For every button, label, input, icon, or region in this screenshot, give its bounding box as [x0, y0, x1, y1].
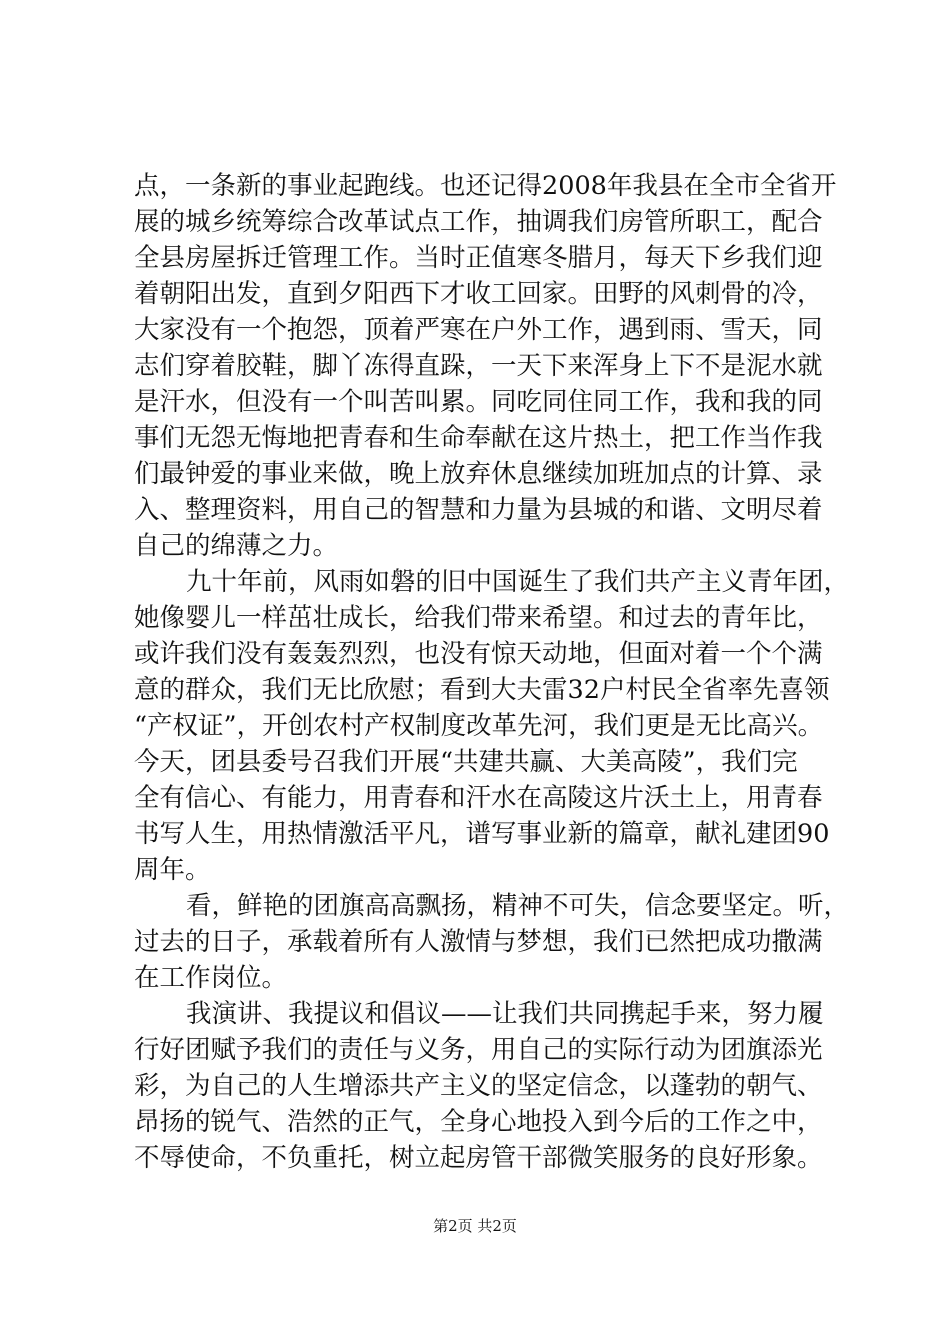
text-line: 全有信心、有能力，用青春和汗水在高陵这片沃土上，用青春: [134, 783, 823, 813]
text-line: 行好团赋予我们的责任与义务，用自己的实际行动为团旗添光: [134, 1035, 823, 1065]
text-line: 入、整理资料，用自己的智慧和力量为县城的和谐、文明尽着: [134, 495, 823, 525]
text-line: 不辱使命，不负重托，树立起房管干部微笑服务的良好形象。: [134, 1143, 823, 1173]
text-line: 自己的绵薄之力。: [134, 531, 339, 561]
text-line: “产权证”，开创农村产权制度改革先河，我们更是无比高兴。: [134, 711, 824, 741]
text-line: 过去的日子，承载着所有人激情与梦想，我们已然把成功撒满: [134, 927, 823, 957]
text-line: 彩，为自己的人生增添共产主义的坚定信念，以蓬勃的朝气、: [134, 1071, 823, 1101]
text-line: 意的群众，我们无比欣慰；看到大夫雷32户村民全省率先喜领: [134, 675, 830, 705]
text-line: 昂扬的锐气、浩然的正气，全身心地投入到今后的工作之中，: [134, 1107, 823, 1137]
text-line: 事们无怨无悔地把青春和生命奉献在这片热土，把工作当作我: [134, 423, 823, 453]
text-line: 展的城乡统筹综合改革试点工作，抽调我们房管所职工，配合: [134, 207, 823, 237]
text-line: 点，一条新的事业起跑线。也还记得2008年我县在全市全省开: [134, 171, 837, 201]
paragraph-continuation: [134, 168, 837, 564]
text-line: 书写人生，用热情激活平凡，谱写事业新的篇章，献礼建团90: [134, 819, 830, 849]
text-line: 今天，团县委号召我们开展“共建共赢、大美高陵”，我们完: [134, 747, 798, 777]
text-line: 在工作岗位。: [134, 963, 288, 993]
text-line: 着朝阳出发，直到夕阳西下才收工回家。田野的风刺骨的冷，: [134, 279, 823, 309]
text-line: 或许我们没有轰轰烈烈，也没有惊天动地，但面对着一个个满: [134, 639, 823, 669]
paragraph-ninety-years: [134, 564, 850, 888]
paragraph-proposal: [134, 996, 824, 1176]
paragraph-flag: [134, 888, 850, 996]
text-line: 周年。: [134, 855, 211, 885]
text-line: 是汗水，但没有一个叫苦叫累。同吃同住同工作，我和我的同: [134, 387, 823, 417]
page-footer: [0, 1216, 950, 1236]
text-line: 们最钟爱的事业来做，晚上放弃休息继续加班加点的计算、录: [134, 459, 823, 489]
text-line: 全县房屋拆迁管理工作。当时正值寒冬腊月，每天下乡我们迎: [134, 243, 823, 273]
page-number-label: 第2页 共2页: [433, 1217, 517, 1235]
text-line: 看，鲜艳的团旗高高飘扬，精神不可失，信念要坚定。听，: [186, 891, 850, 921]
text-line: 九十年前，风雨如磐的旧中国诞生了我们共产主义青年团，: [186, 567, 850, 597]
text-line: 志们穿着胶鞋，脚丫冻得直跺，一天下来浑身上下不是泥水就: [134, 351, 823, 381]
text-line: 她像婴儿一样茁壮成长，给我们带来希望。和过去的青年比，: [134, 603, 823, 633]
text-line: 我演讲、我提议和倡议——让我们共同携起手来，努力履: [186, 999, 824, 1029]
document-body: [134, 168, 850, 1176]
text-line: 大家没有一个抱怨，顶着严寒在户外工作，遇到雨、雪天，同: [134, 315, 823, 345]
